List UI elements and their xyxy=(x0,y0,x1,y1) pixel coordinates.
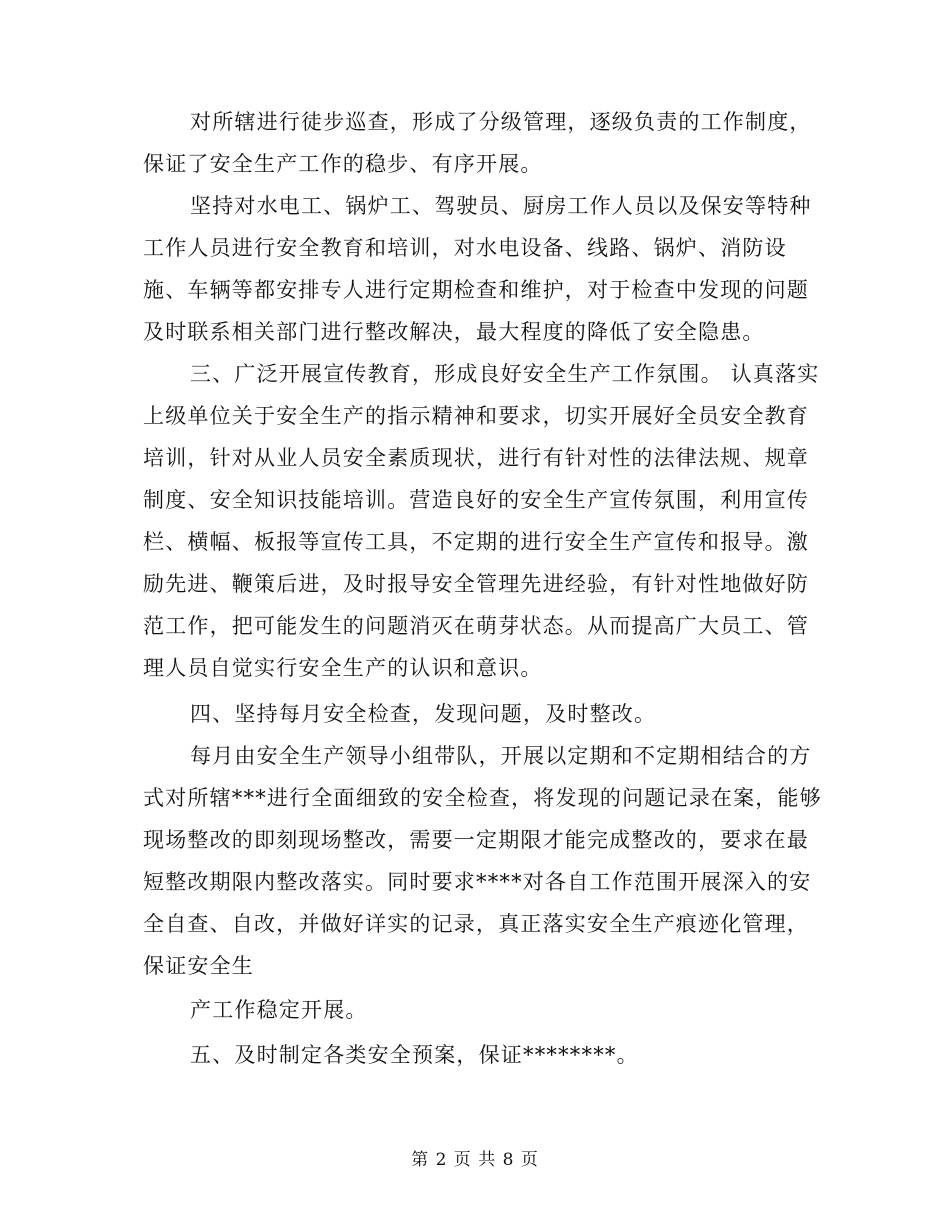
text-line: 产工作稳定开展。 xyxy=(190,998,368,1022)
text-line: 对所辖进行徒步巡查，形成了分级管理，逐级负责的工作制度， xyxy=(190,110,812,134)
page-number-footer: 第 2 页 共 8 页 xyxy=(411,1150,539,1170)
text-line: 保证安全生 xyxy=(143,954,254,978)
text-line: 三、广泛开展宣传教育，形成良好安全生产工作氛围。 认真落实 xyxy=(190,362,820,386)
text-line: 范工作，把可能发生的问题消灭在萌芽状态。从而提高广大员工、管 xyxy=(143,614,809,638)
text-line: 工作人员进行安全教育和培训，对水电设备、线路、锅炉、消防设 xyxy=(143,236,787,260)
text-line: 每月由安全生产领导小组带队，开展以定期和不定期相结合的方 xyxy=(190,744,812,768)
text-line: 施、车辆等都安排专人进行定期检查和维护，对于检查中发现的问题 xyxy=(143,278,809,302)
text-line: 保证了安全生产工作的稳步、有序开展。 xyxy=(143,152,543,176)
text-line: 式对所辖***进行全面细致的安全检查，将发现的问题记录在案，能够 xyxy=(143,786,822,810)
text-line: 全自查、自改，并做好详实的记录，真正落实安全生产痕迹化管理， xyxy=(143,912,809,936)
text-line: 栏、横幅、板报等宣传工具，不定期的进行安全生产宣传和报导。激 xyxy=(143,530,809,554)
text-line: 励先进、鞭策后进，及时报导安全管理先进经验，有针对性地做好防 xyxy=(143,572,809,596)
text-line: 现场整改的即刻现场整改，需要一定期限才能完成整改的，要求在最 xyxy=(143,828,809,852)
text-line: 五、及时制定各类安全预案，保证********。 xyxy=(190,1043,639,1067)
text-line: 四、坚持每月安全检查，发现问题，及时整改。 xyxy=(190,702,657,726)
text-line: 坚持对水电工、锅炉工、驾驶员、厨房工作人员以及保安等特种 xyxy=(190,194,812,218)
text-line: 理人员自觉实行安全生产的认识和意识。 xyxy=(143,656,543,680)
text-line: 制度、安全知识技能培训。营造良好的安全生产宣传氛围，利用宣传 xyxy=(143,488,809,512)
text-line: 及时联系相关部门进行整改解决，最大程度的降低了安全隐患。 xyxy=(143,320,765,344)
text-line: 上级单位关于安全生产的指示精神和要求，切实开展好全员安全教育 xyxy=(143,404,809,428)
text-line: 短整改期限内整改落实。同时要求****对各自工作范围开展深入的安 xyxy=(143,870,812,894)
text-line: 培训，针对从业人员安全素质现状，进行有针对性的法律法规、规章 xyxy=(143,446,809,470)
